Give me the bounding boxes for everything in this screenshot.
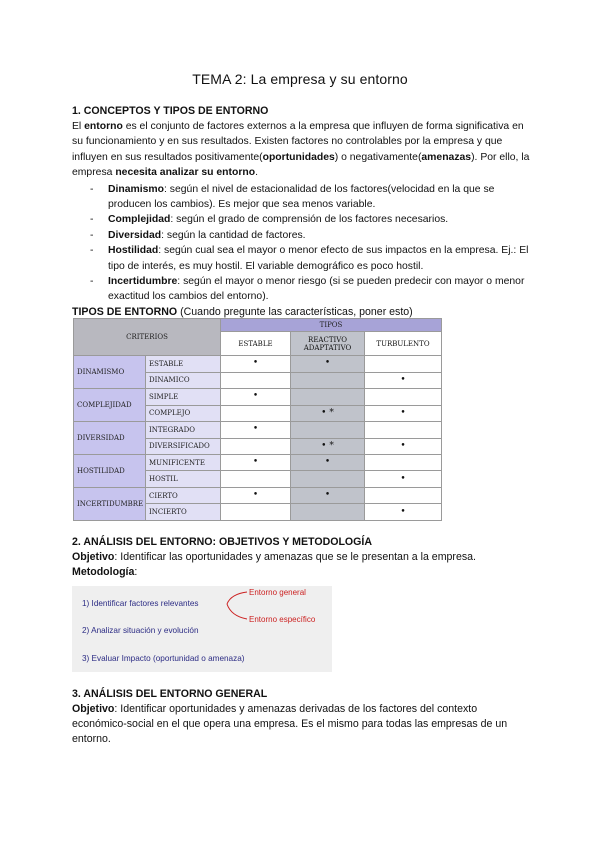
text-run: ). Por ello, la empresa [72, 151, 530, 179]
arrow-up [227, 592, 247, 604]
table-cell [221, 471, 291, 487]
table-cell [291, 504, 365, 521]
table-cell: • [221, 455, 291, 471]
entorno-especifico-label: Entorno específico [249, 615, 316, 624]
table-cell: • [365, 405, 442, 421]
section-analisis [72, 535, 532, 580]
bold-term-analizar: necesita analizar su entorno [115, 167, 256, 179]
table-cell [291, 471, 365, 487]
table-cell: • [291, 455, 365, 471]
header-estable: ESTABLE [221, 332, 291, 356]
table-cell [365, 487, 442, 503]
header-tipos: TIPOS [221, 319, 442, 332]
bold-term-amenazas: amenazas [421, 151, 472, 163]
table-cell: • [365, 471, 442, 487]
dash-bullet: - [90, 183, 94, 195]
row-cierto: CIERTO [146, 487, 221, 503]
header-criterios: CRITERIOS [74, 319, 221, 356]
arrow-down [227, 604, 247, 619]
row-diversidad: DIVERSIDAD [74, 422, 146, 455]
row-estable: ESTABLE [146, 356, 221, 372]
page-title: TEMA 2: La empresa y su entorno [192, 71, 408, 87]
row-simple: SIMPLE [146, 389, 221, 405]
list-item [72, 243, 532, 274]
row-dinamismo: DINAMISMO [74, 356, 146, 389]
objetivo-label: Objetivo [72, 551, 115, 563]
table-cell [365, 389, 442, 405]
row-munificente: MUNIFICENTE [146, 455, 221, 471]
section-heading: 1. CONCEPTOS Y TIPOS DE ENTORNO [72, 105, 269, 117]
header-reactivo: REACTIVO ADAPTATIVO [291, 332, 365, 356]
row-incierto: INCIERTO [146, 504, 221, 521]
bullet-text: : según el nivel de estacionalidad de los factores(velocidad en la que se producen los cambios). Es mejor que sea menos variable. [108, 183, 495, 211]
list-item [72, 228, 532, 243]
dash-bullet: - [90, 229, 94, 241]
text-run: El [72, 121, 85, 132]
row-diversificado: DIVERSIFICADO [146, 438, 221, 454]
entorno-general-label: Entorno general [249, 588, 306, 597]
table-cell: • [365, 438, 442, 454]
step-3: 3) Evaluar Impacto (oportunidad o amenaza) [82, 654, 245, 663]
row-hostil: HOSTIL [146, 471, 221, 487]
table-cell [221, 405, 291, 421]
table-cell: • [291, 356, 365, 372]
table-cell [365, 455, 442, 471]
metodologia-line [72, 565, 532, 580]
row-integrado: INTEGRADO [146, 422, 221, 438]
objetivo-text: : Identificar las oportunidades y amenazas que se le presentan a la empresa. [114, 551, 476, 563]
bullet-term: Hostilidad [108, 245, 159, 257]
dash-bullet: - [90, 245, 94, 257]
objetivo-label: Objetivo [72, 703, 115, 715]
tipos-entorno-table [73, 318, 442, 521]
table-cell: • [365, 504, 442, 521]
step-2: 2) Analizar situación y evolución [82, 626, 199, 635]
row-incertidumbre: INCERTIDUMBRE [74, 487, 146, 520]
table-cell [365, 422, 442, 438]
row-complejo: COMPLEJO [146, 405, 221, 421]
table-cell: • [221, 422, 291, 438]
table-cell: • [221, 389, 291, 405]
objetivo-text: : Identificar oportunidades y amenazas derivadas de los factores del contexto económico-social en el que opera una empresa. Es el mismo para todas las empresas de un entorno. [72, 703, 508, 745]
table-cell: • * [291, 438, 365, 454]
tipos-note: (Cuando pregunte las características, poner esto) [177, 305, 413, 318]
table-cell: • [221, 356, 291, 372]
table-cell: • [221, 487, 291, 503]
bold-term-oportunidades: oportunidades [262, 151, 335, 163]
bullet-term: Complejidad [108, 214, 171, 226]
step-1: 1) Identificar factores relevantes [82, 599, 199, 608]
tipos-label: TIPOS DE ENTORNO [72, 305, 178, 318]
text-run: ) o negativamente( [334, 151, 422, 163]
dash-bullet: - [90, 214, 94, 226]
entorno-definition [72, 119, 532, 181]
section-heading: 3. ANÁLISIS DEL ENTORNO GENERAL [72, 688, 268, 700]
bullet-text: : según cual sea el mayor o menor efecto de sus impactos en la empresa. Ej.: El tipo de interés, es muy hostil. El variable demográfico es poco hostil. [108, 245, 529, 272]
text-run: : [134, 566, 138, 578]
dash-bullet: - [90, 276, 94, 288]
table-cell: • [365, 372, 442, 388]
table-cell [221, 438, 291, 454]
list-item [72, 212, 532, 227]
metodologia-label: Metodología [72, 566, 135, 578]
header-turbulento: TURBULENTO [365, 332, 442, 356]
table-cell [291, 422, 365, 438]
text-run: . [255, 167, 258, 179]
section-heading: 2. ANÁLISIS DEL ENTORNO: OBJETIVOS Y METODOLOGÍA [72, 536, 373, 548]
table-cell [221, 372, 291, 388]
table-cell [365, 356, 442, 372]
section-conceptos [72, 104, 532, 320]
criteria-list [72, 182, 532, 305]
row-complejidad: COMPLEJIDAD [74, 389, 146, 422]
bullet-text: : según el grado de comprensión de los factores necesarios. [170, 214, 449, 226]
bullet-term: Incertidumbre [108, 276, 178, 288]
row-dinamico: DINAMICO [146, 372, 221, 388]
section-entorno-general [72, 687, 532, 747]
table-cell [291, 389, 365, 405]
table-cell: • * [291, 405, 365, 421]
bullet-text: : según el mayor o menor riesgo (si se pueden predecir con mayor o menor exactitud los cambios del entorno). [108, 276, 525, 303]
list-item [72, 274, 532, 305]
table-cell [221, 504, 291, 521]
objetivo-line [72, 550, 532, 565]
bullet-term: Diversidad [108, 229, 162, 241]
bullet-text: : según la cantidad de factores. [161, 229, 306, 241]
objetivo-paragraph [72, 702, 532, 747]
metodologia-figure [72, 586, 332, 672]
bold-term-entorno: entorno [84, 121, 123, 132]
table-cell [291, 372, 365, 388]
bullet-term: Dinamismo [108, 183, 165, 195]
text-run: es el conjunto de factores externos a la empresa que influyen de forma significativa en su funcionamiento y en sus resultados. Existen factores no controlables por la empresa y que influyen en sus resultados positivamente( [72, 121, 524, 163]
list-item [72, 182, 532, 213]
row-hostilidad: HOSTILIDAD [74, 455, 146, 488]
table-cell: • [291, 487, 365, 503]
